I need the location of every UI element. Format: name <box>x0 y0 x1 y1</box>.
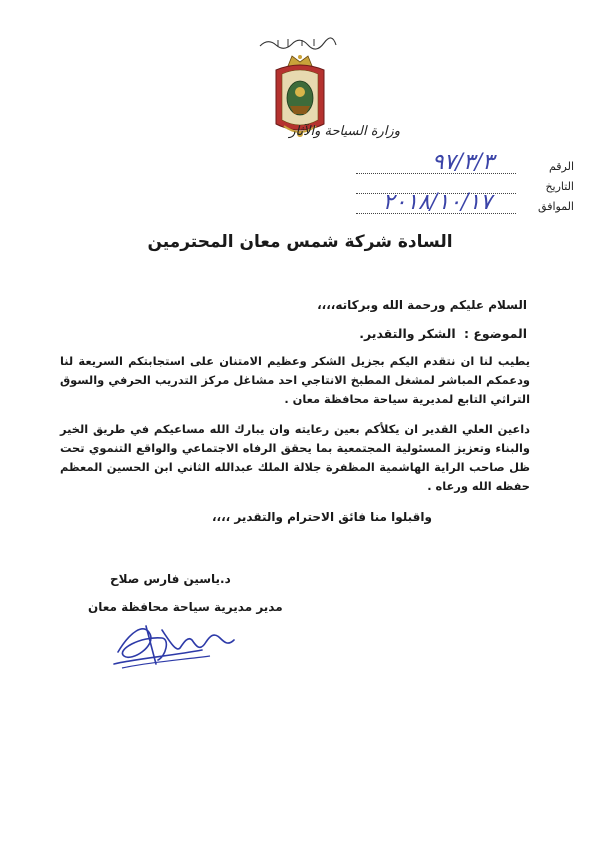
number-value: ٩٧/٣/٣ <box>431 150 494 175</box>
royal-calligraphy-emblem <box>258 36 338 50</box>
body-paragraph-1: يطيب لنا ان نتقدم اليكم بجزيل الشكر وعظيم الامتنان على استجابتكم السريعة لنا ودعمكم المباشر لمشغل المطبخ الانتاجي احد مشاغل مركز التدريب الحرفي والسوق التراثي التابع لمديرية سياحة محافظة معان . <box>60 354 530 406</box>
letterhead <box>200 26 400 151</box>
recipient-line: السادة شركة شمس معان المحترمين <box>147 232 453 252</box>
corresponding-label: الموافق <box>538 200 574 213</box>
ministry-name: وزارة السياحة والآثار <box>289 124 400 139</box>
reference-block <box>344 150 574 226</box>
subject-label: الموضوع : <box>463 326 527 341</box>
number-label: الرقم <box>548 160 574 173</box>
closing-line: واقبلوا منا فائق الاحترام والتقدير ،،،، <box>212 510 432 524</box>
body-paragraph-2: داعين العلي القدير ان يكلأكم بعين رعايته وان يبارك الله مساعيكم في طريق الخير والبناء وتعزيز المسئولية المجتمعية بما يحقق الرفاه الاجتماعي والواقع التنموي تحت ظل صاحب الراية الهاشمية المظفرة جلالة الملك عبدالله الثاني ابن الحسين المعظم حفظه الله ورعاه . <box>60 422 530 493</box>
signatory-title: مدير مديرية سياحة محافظة معان <box>88 600 283 614</box>
subject-line <box>359 326 527 341</box>
subject-text: الشكر والتقدير. <box>359 326 456 341</box>
date-label: التاريخ <box>545 180 574 193</box>
handwritten-signature <box>110 612 240 672</box>
greeting: السلام عليكم ورحمة الله وبركاته،،،، <box>317 298 527 312</box>
corresponding-value: ٢٠١٨/١٠/١٧ <box>382 190 492 215</box>
signatory-name: د.ياسين فارس صلاح <box>110 572 231 586</box>
